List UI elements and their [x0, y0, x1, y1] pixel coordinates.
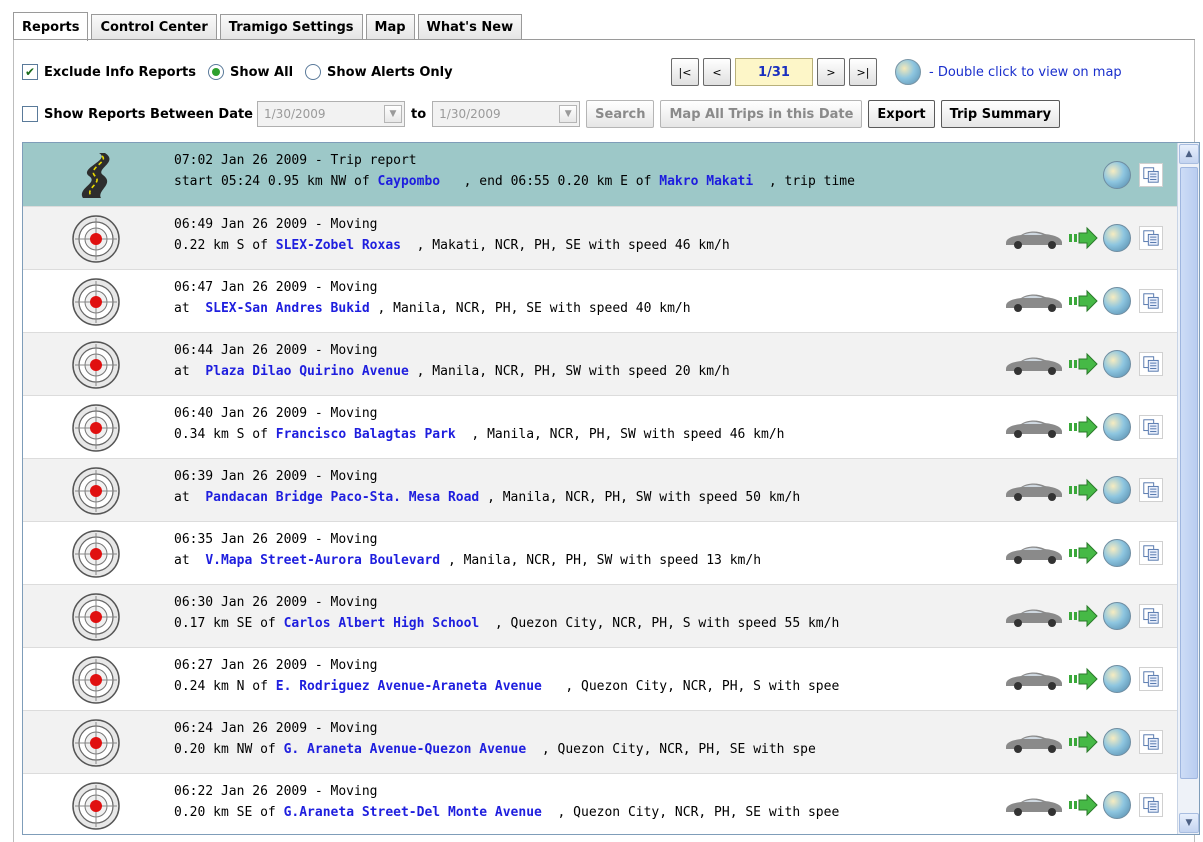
report-text	[174, 277, 691, 319]
map-hint-text: - Double click to view on map	[929, 64, 1122, 80]
target-icon	[71, 718, 121, 768]
report-actions	[1003, 333, 1177, 395]
car-icon	[1003, 352, 1065, 376]
report-prefix: at	[174, 364, 206, 379]
date-to-value: 1/30/2009	[439, 107, 501, 121]
location-link[interactable]: Carlos Albert High School	[283, 616, 480, 631]
globe-icon	[895, 59, 921, 85]
report-suffix: , Manila, NCR, PH, SE with speed 40 km/h	[369, 301, 691, 316]
arrow-right-icon	[1067, 415, 1099, 439]
location-link[interactable]: Caypombo	[377, 174, 441, 189]
report-heading: 06:22 Jan 26 2009 - Moving	[174, 784, 378, 799]
report-heading: 06:27 Jan 26 2009 - Moving	[174, 658, 378, 673]
report-detail	[174, 487, 800, 508]
report-text	[174, 403, 785, 445]
last-page-button[interactable]: >|	[849, 58, 877, 86]
report-heading: 07:02 Jan 26 2009 - Trip report	[174, 153, 417, 168]
car-icon	[1003, 604, 1065, 628]
globe-icon[interactable]	[1103, 476, 1131, 504]
copy-icon[interactable]	[1139, 793, 1163, 817]
report-actions	[1003, 522, 1177, 584]
report-prefix: 0.20 km SE of	[174, 805, 284, 820]
report-suffix: , trip time	[753, 174, 855, 189]
car-icon	[1003, 730, 1065, 754]
target-icon	[71, 781, 121, 831]
show-all-radio[interactable]	[208, 64, 224, 80]
arrow-right-icon	[1067, 289, 1099, 313]
report-actions	[1003, 396, 1177, 458]
target-icon	[71, 466, 121, 516]
scroll-thumb[interactable]	[1180, 167, 1198, 779]
copy-icon[interactable]	[1139, 730, 1163, 754]
location-link[interactable]: G.Araneta Street-Del Monte Avenue	[283, 805, 542, 820]
target-icon	[71, 340, 121, 390]
tab-control-center[interactable]: Control Center	[91, 14, 216, 40]
report-suffix: , Manila, NCR, PH, SW with speed 46 km/h	[455, 427, 785, 442]
reports-list	[22, 142, 1200, 835]
report-prefix: 0.34 km S of	[174, 427, 276, 442]
car-icon	[1003, 541, 1065, 565]
report-prefix: 0.24 km N of	[174, 679, 276, 694]
location-link[interactable]: G. Araneta Avenue-Quezon Avenue	[283, 742, 527, 757]
report-text	[174, 718, 816, 760]
location-link[interactable]: Makro Makati	[659, 174, 754, 189]
to-label: to	[411, 106, 427, 122]
target-icon	[71, 529, 121, 579]
report-detail	[174, 298, 691, 319]
report-actions	[1003, 207, 1177, 269]
globe-icon[interactable]	[1103, 350, 1131, 378]
report-text	[174, 592, 839, 634]
show-alerts-label: Show Alerts Only	[327, 64, 453, 80]
globe-icon[interactable]	[1103, 413, 1131, 441]
copy-icon[interactable]	[1139, 226, 1163, 250]
report-suffix: , Manila, NCR, PH, SW with speed 13 km/h	[440, 553, 762, 568]
arrow-right-icon	[1067, 226, 1099, 250]
globe-icon[interactable]	[1103, 287, 1131, 315]
moving-report-row[interactable]	[23, 207, 1177, 270]
globe-icon[interactable]	[1103, 728, 1131, 756]
search-button[interactable]: Search	[586, 100, 654, 128]
report-text	[174, 340, 730, 382]
car-icon	[1003, 226, 1065, 250]
page-indicator: 1/31	[735, 58, 813, 86]
moving-report-row[interactable]	[23, 711, 1177, 774]
report-prefix: 0.22 km S of	[174, 238, 276, 253]
target-icon	[71, 655, 121, 705]
report-actions	[1003, 648, 1177, 710]
between-date-label: Show Reports Between Date	[44, 106, 253, 122]
report-prefix: at	[174, 553, 206, 568]
scroll-up-button[interactable]: ▲	[1179, 144, 1199, 164]
globe-icon[interactable]	[1103, 224, 1131, 252]
tab-whats-new[interactable]: What's New	[418, 14, 523, 40]
chevron-down-icon[interactable]: ▼	[384, 105, 402, 123]
scroll-down-button[interactable]: ▼	[1179, 813, 1199, 833]
target-icon	[71, 214, 121, 264]
car-icon	[1003, 667, 1065, 691]
arrow-right-icon	[1067, 667, 1099, 691]
exclude-info-label: Exclude Info Reports	[44, 64, 196, 80]
report-actions	[1003, 585, 1177, 647]
location-link[interactable]: Pandacan Bridge Paco-Sta. Mesa Road	[205, 490, 480, 505]
report-middle: , end 06:55 0.20 km E of	[440, 174, 660, 189]
car-icon	[1003, 415, 1065, 439]
moving-report-row[interactable]	[23, 396, 1177, 459]
arrow-right-icon	[1067, 478, 1099, 502]
report-actions	[1099, 143, 1177, 206]
date-from-select[interactable]	[257, 101, 405, 127]
report-text	[174, 781, 839, 823]
report-heading: 06:24 Jan 26 2009 - Moving	[174, 721, 378, 736]
globe-icon[interactable]	[1103, 161, 1131, 189]
car-icon	[1003, 289, 1065, 313]
moving-report-row[interactable]	[23, 648, 1177, 711]
report-text	[174, 150, 855, 192]
report-actions	[1003, 774, 1177, 835]
copy-icon[interactable]	[1139, 415, 1163, 439]
report-heading: 06:40 Jan 26 2009 - Moving	[174, 406, 378, 421]
target-icon	[71, 277, 121, 327]
report-heading: 06:35 Jan 26 2009 - Moving	[174, 532, 378, 547]
chevron-down-icon[interactable]: ▼	[559, 105, 577, 123]
reports-rows	[23, 143, 1177, 834]
report-heading: 06:49 Jan 26 2009 - Moving	[174, 217, 378, 232]
car-icon	[1003, 793, 1065, 817]
report-prefix: 0.17 km SE of	[174, 616, 284, 631]
globe-icon[interactable]	[1103, 602, 1131, 630]
report-suffix: , Makati, NCR, PH, SE with speed 46 km/h	[400, 238, 730, 253]
arrow-right-icon	[1067, 730, 1099, 754]
globe-icon[interactable]	[1103, 539, 1131, 567]
report-actions	[1003, 270, 1177, 332]
report-prefix: at	[174, 490, 206, 505]
copy-icon[interactable]	[1139, 667, 1163, 691]
report-suffix: , Quezon City, NCR, PH, SE with spe	[526, 742, 816, 757]
report-heading: 06:44 Jan 26 2009 - Moving	[174, 343, 378, 358]
report-detail	[174, 676, 839, 697]
moving-report-row[interactable]	[23, 585, 1177, 648]
trip-report-row[interactable]	[23, 143, 1177, 207]
report-detail	[174, 739, 816, 760]
location-link[interactable]: Plaza Dilao Quirino Avenue	[205, 364, 409, 379]
report-suffix: , Quezon City, NCR, PH, S with speed 55 km/h	[479, 616, 840, 631]
tab-bar	[13, 11, 525, 40]
report-detail	[174, 613, 839, 634]
location-link[interactable]: E. Rodriguez Avenue-Araneta Avenue	[275, 679, 542, 694]
moving-report-row[interactable]	[23, 270, 1177, 333]
show-alerts-radio[interactable]	[305, 64, 321, 80]
arrow-right-icon	[1067, 541, 1099, 565]
pager	[671, 58, 1122, 86]
report-suffix: , Quezon City, NCR, PH, SE with spee	[541, 805, 840, 820]
arrow-right-icon	[1067, 604, 1099, 628]
first-page-button[interactable]: |<	[671, 58, 699, 86]
copy-icon[interactable]	[1139, 352, 1163, 376]
report-text	[174, 466, 800, 508]
car-icon	[1003, 478, 1065, 502]
report-actions	[1003, 711, 1177, 773]
report-heading: 06:47 Jan 26 2009 - Moving	[174, 280, 378, 295]
between-date-checkbox[interactable]	[22, 106, 38, 122]
tab-tramigo-settings[interactable]: Tramigo Settings	[220, 14, 363, 40]
globe-icon[interactable]	[1103, 665, 1131, 693]
report-heading: 06:39 Jan 26 2009 - Moving	[174, 469, 378, 484]
show-all-label: Show All	[229, 64, 294, 80]
copy-icon[interactable]	[1139, 289, 1163, 313]
globe-icon[interactable]	[1103, 791, 1131, 819]
export-button[interactable]: Export	[868, 100, 934, 128]
report-prefix: start 05:24 0.95 km NW of	[174, 174, 378, 189]
prev-page-button[interactable]: <	[703, 58, 731, 86]
trip-summary-button[interactable]: Trip Summary	[941, 100, 1061, 128]
location-link[interactable]: SLEX-Zobel Roxas	[275, 238, 401, 253]
target-icon	[71, 403, 121, 453]
date-from-value: 1/30/2009	[264, 107, 326, 121]
next-page-button[interactable]: >	[817, 58, 845, 86]
target-icon	[71, 592, 121, 642]
location-link[interactable]: Francisco Balagtas Park	[275, 427, 456, 442]
report-text	[174, 655, 839, 697]
report-suffix: , Quezon City, NCR, PH, S with spee	[541, 679, 840, 694]
vertical-scrollbar[interactable]	[1177, 143, 1199, 834]
report-detail	[174, 361, 730, 382]
report-text	[174, 529, 761, 571]
copy-icon[interactable]	[1139, 541, 1163, 565]
moving-report-row[interactable]	[23, 522, 1177, 585]
date-to-select[interactable]	[432, 101, 580, 127]
road-icon	[71, 150, 121, 200]
location-link[interactable]: SLEX-San Andres Bukid	[205, 301, 370, 316]
report-suffix: , Manila, NCR, PH, SW with speed 50 km/h	[479, 490, 801, 505]
location-link[interactable]: V.Mapa Street-Aurora Boulevard	[205, 553, 441, 568]
arrow-right-icon	[1067, 793, 1099, 817]
report-prefix: at	[174, 301, 206, 316]
arrow-right-icon	[1067, 352, 1099, 376]
moving-report-row[interactable]	[23, 333, 1177, 396]
moving-report-row[interactable]	[23, 774, 1177, 835]
map-all-trips-button[interactable]: Map All Trips in this Date	[660, 100, 862, 128]
report-detail	[174, 550, 761, 571]
report-detail	[174, 171, 855, 192]
tab-map[interactable]: Map	[366, 14, 415, 40]
report-prefix: 0.20 km NW of	[174, 742, 284, 757]
copy-icon[interactable]	[1139, 478, 1163, 502]
copy-icon[interactable]	[1139, 604, 1163, 628]
copy-icon[interactable]	[1139, 163, 1163, 187]
exclude-info-checkbox[interactable]: ✔	[22, 64, 38, 80]
report-suffix: , Manila, NCR, PH, SW with speed 20 km/h	[408, 364, 730, 379]
report-detail	[174, 235, 730, 256]
date-filter-row	[22, 100, 1182, 128]
report-detail	[174, 424, 785, 445]
report-detail	[174, 802, 839, 823]
report-heading: 06:30 Jan 26 2009 - Moving	[174, 595, 378, 610]
moving-report-row[interactable]	[23, 459, 1177, 522]
report-actions	[1003, 459, 1177, 521]
tab-reports[interactable]: Reports	[13, 12, 88, 41]
report-text	[174, 214, 730, 256]
